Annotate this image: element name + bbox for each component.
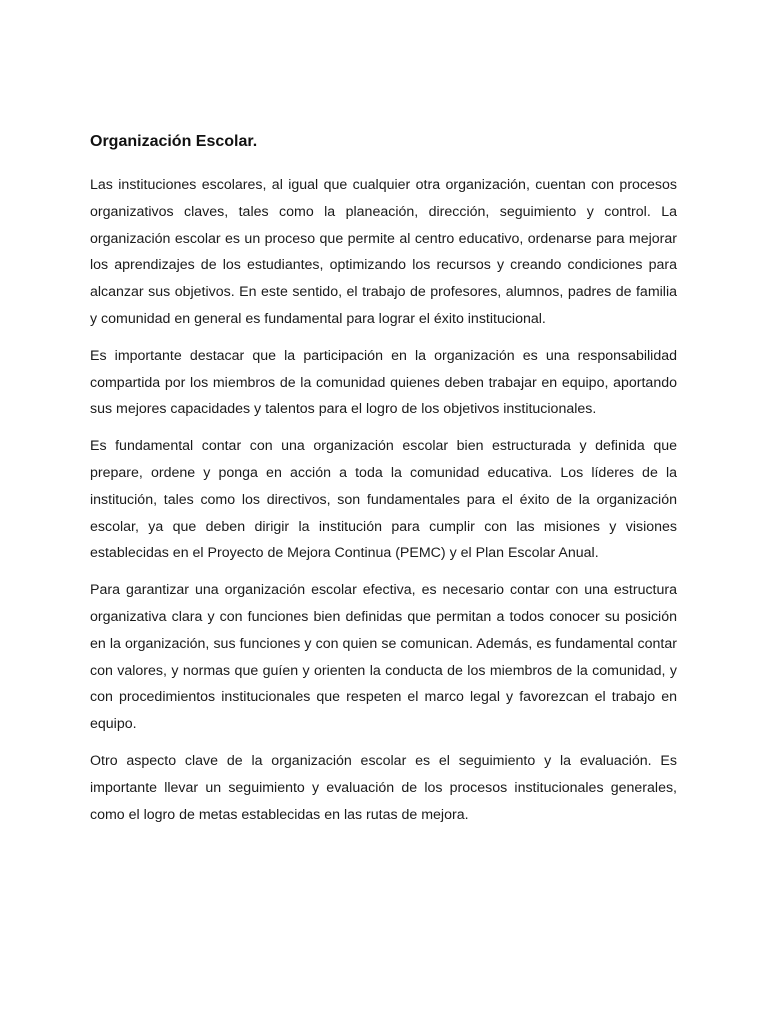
document-body — [90, 131, 677, 838]
paragraph-5: Otro aspecto clave de la organización escolar es el seguimiento y la evaluación. Es importante llevar un seguimiento y evaluación de los procesos institucionales generales, como el logro de metas establecidas en las rutas de mejora. — [90, 752, 677, 823]
paragraph-1: Las instituciones escolares, al igual que cualquier otra organización, cuentan con procesos organizativos claves, tales como la planeación, dirección, seguimiento y control. La organización escolar es un proceso que permite al centro educativo, ordenarse para mejorar los aprendizajes de los estudiantes, optimizando los recursos y creando condiciones para alcanzar sus objetivos. En este sentido, el trabajo de profesores, alumnos, padres de familia y comunidad en general es fundamental para lograr el éxito institucional. — [90, 177, 677, 327]
paragraph-4: Para garantizar una organización escolar efectiva, es necesario contar con una estructura organizativa clara y con funciones bien definidas que permitan a todos conocer su posición en la organización, sus funciones y con quien se comunican. Además, es fundamental contar con valores, y normas que guíen y orienten la conducta de los miembros de la comunidad, y con procedimientos institucionales que respeten el marco legal y favorezcan el trabajo en equipo. — [90, 582, 677, 733]
paragraph-2: Es importante destacar que la participación en la organización es una responsabilidad compartida por los miembros de la comunidad quienes deben trabajar en equipo, aportando sus mejores capacidades y talentos para el logro de los objetivos institucionales. — [90, 347, 677, 418]
paragraph-3: Es fundamental contar con una organización escolar bien estructurada y definida que prepare, ordene y ponga en acción a toda la comunidad educativa. Los líderes de la institución, tales como los directivos, son fundamentales para el éxito de la organización escolar, ya que deben dirigir la institución para cumplir con las misiones y visiones establecidas en el Proyecto de Mejora Continua (PEMC) y el Plan Escolar Anual. — [90, 438, 677, 562]
document-title: Organización Escolar. — [90, 133, 258, 150]
